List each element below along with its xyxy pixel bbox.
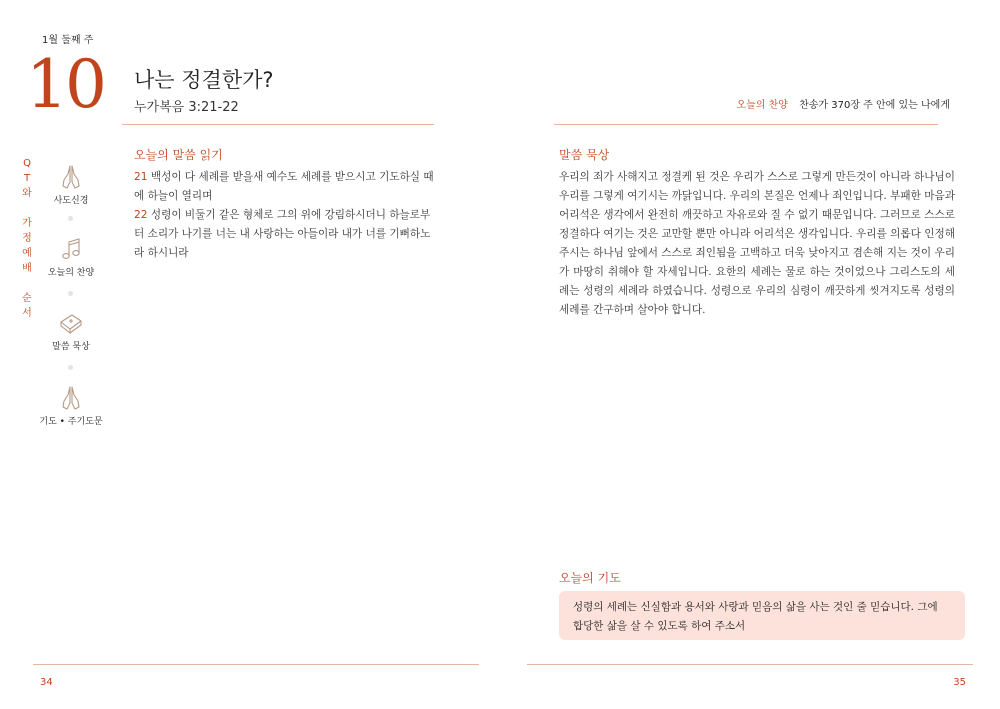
footer-divider-right [527, 664, 973, 665]
week-label: 1월 둘째 주 [42, 35, 94, 46]
footer-divider-left [33, 664, 479, 665]
day-number: 10 [26, 46, 104, 123]
praying-hands-icon [59, 385, 83, 411]
step-label: 기도 • 주기도문 [39, 417, 103, 427]
meditation-text: 우리의 죄가 사해지고 정결케 된 것은 우리가 스스로 그렇게 만든것이 아니라 하나님이 우리를 그렇게 여기시는 까닭입니다. 우리의 본질은 언제나 죄인입니다. 부패한 마음과 어리석은 생각에서 완전히 깨끗하고 자유로와 질 수 없기 때문입니다. 그러므로 스스로 정결하다 여기는 것은 교만할 뿐만 아니라 어리석은 생각입니다. 우리를 의롭다 인정해 주시는 하나님 앞에서 스스로 죄인됨을 고백하고 더욱 낮아지고 겸손해 지는 것이 우리가 마땅히 취해야 할 자세입니다. 요한의 세례는 물로 하는 것이었으나 그리스도의 세례는 성령의 세례라 하였습니다. 성령으로 우리의 심령이 깨끗하게 씻겨지도록 성령의 세례를 간구하며 살아야 합니다. [559, 171, 955, 316]
vtitle-char: 배 [22, 263, 32, 274]
vtitle-char [20, 276, 34, 291]
verse [134, 206, 436, 263]
vtitle-char: 순 [22, 293, 32, 304]
verse-text: 성령이 비둘기 같은 형체로 그의 위에 강림하시더니 하늘로부터 소리가 나기를 너는 내 사랑하는 아들이라 내가 너를 기뻐하노라 하시니라 [134, 209, 431, 259]
scripture-text [134, 168, 436, 263]
prayer-box [559, 591, 965, 640]
sidebar-vertical-title [20, 156, 34, 321]
header-divider-right [554, 124, 938, 125]
step-prayer [36, 385, 106, 427]
prayer-heading: 오늘의 기도 [559, 571, 621, 585]
hymn-label: 오늘의 찬양 [736, 100, 788, 111]
step-separator-dot [68, 365, 73, 370]
step-hymn [36, 236, 106, 278]
bible-icon [59, 310, 83, 336]
verse-text: 백성이 다 세례를 받을새 예수도 세례를 받으시고 기도하실 때에 하늘이 열리며 [134, 171, 434, 202]
page-title: 나는 정결한가? [134, 68, 274, 92]
header-divider-left [122, 124, 434, 125]
step-separator-dot [68, 291, 73, 296]
vtitle-char: Q [23, 158, 31, 169]
step-apostles-creed [36, 164, 106, 206]
verse-number: 22 [134, 209, 148, 221]
vtitle-char: 와 [22, 188, 32, 199]
scripture-reference: 누가복음 3:21-22 [134, 100, 239, 115]
step-separator-dot [68, 216, 73, 221]
vtitle-char: 서 [22, 308, 32, 319]
hymn-title: 찬송가 370장 주 안에 있는 나에게 [799, 100, 950, 111]
prayer-text: 성령의 세례는 신실함과 용서와 사랑과 믿음의 삶을 사는 것인 줄 믿습니다. 그에 합당한 삶을 살 수 있도록 하여 주소서 [573, 601, 938, 632]
scripture-heading: 오늘의 말씀 읽기 [134, 148, 223, 162]
vtitle-char: T [23, 173, 31, 184]
page-number-right: 35 [953, 677, 966, 688]
page-number-left: 34 [40, 677, 53, 688]
verse-number: 21 [134, 171, 148, 183]
vtitle-char: 정 [22, 233, 32, 244]
step-label: 오늘의 찬양 [47, 268, 95, 278]
vtitle-char: 가 [22, 218, 32, 229]
hymn-info [736, 96, 950, 111]
meditation-heading: 말씀 묵상 [559, 148, 610, 162]
praying-hands-icon [59, 164, 83, 190]
step-label: 말씀 묵상 [52, 342, 90, 352]
step-label: 사도신경 [53, 196, 89, 206]
verse [134, 168, 436, 206]
step-meditation [36, 310, 106, 352]
vtitle-char: 예 [22, 248, 32, 259]
vtitle-char [20, 201, 34, 216]
music-note-icon [59, 236, 83, 262]
